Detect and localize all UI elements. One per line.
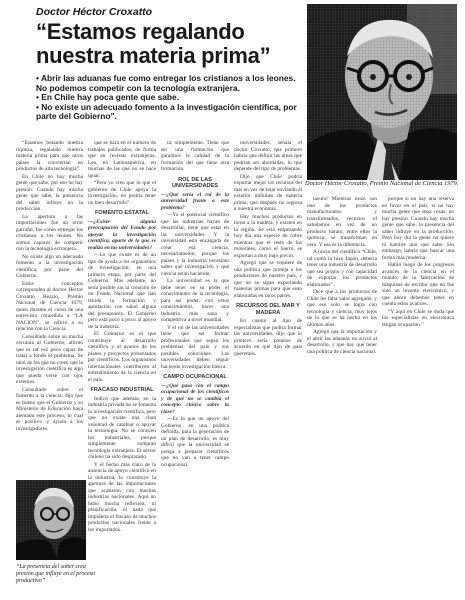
paragraph: porque si no hay una reserva en favor en el país, si no hay mucha gente que sepa cosas, no hay presión. Cuando hay mucha gente que sabe, la presencia del saber influye en la producción. Pero hoy día la gente no quiere ni hambre uno que sabe. Sin embargo, habría que buscar una forma más moderna. [382,196,454,261]
lead-bullet: • Abrir las aduanas fue como entregar los cristianos a los leones. No podemos competir con la tecnología extranjera. [36,73,296,93]
lead-bullet: • No existe un adecuado fomento a la investigación científica, por parte del Gobierno”. [36,101,297,122]
paragraph: Agregó que la importación y el abrir las aduanas no sirvió al desarrollo, y que hay que tener una política de ciencia nacional. [307,329,377,355]
interview-question: —¿Qué pasa con el campo ocupacional de los científicos y de qué no se cambia el concepto clásico sobre la clase? [161,382,229,415]
section-heading: FOMENTO ESTATAL [95,210,149,216]
lead-bullet: • En Chile hay poca gente que sabe. [36,92,180,103]
inset-photo [16,480,86,560]
paragraph: Y el hecho más claro de la ausencia de apoyo científico en la industria, lo constituye la apertura de las importaciones que acabaron con muchas industrias nacionales. Aquí no hubo mucha reflexión, ni planificación, ni nada que impidiera el fracaso de muchos productos nacionales frente a los importados. [88,461,156,533]
paragraph: En Chile no hay mucha gente que sabe; por eso no hay presión. Cuando hay mucha gente que sabe, la presencia del saber influye en la producción. [16,173,83,212]
paragraph: A juicio del científico “Chile, tal como lo hizo Japón, debería tener una industria de desarrollo que sea propio y con capacidad de exportar los productos elaborados”. [307,249,377,288]
paragraph: “Estamos botando nuestra riqueza, regalando nuestra materia prima para que otros paises la conviertan en productos de alta tecnología”. [16,140,83,172]
text-column-3 [161,140,229,469]
paragraph: “Y aquí en Chile se duda que los especialistas en electrónica tengan ocupación.” [382,308,454,328]
article-headline: “Estamos regalando nuestra materia prima” [36,19,271,68]
text-column-6 [382,196,454,329]
paragraph: Habló luego de los progresos avances de la ciencia en el mundo, de la fabricación de máquinas de escribir que no fue sino un invento electrónico, y que ahora debemos tener en cuenta estos avances. [382,262,454,307]
interview-question: —¿Qué sería el rol de la universidad frente a este problema? [161,191,229,211]
paragraph: Dice que a los productos de Chile les falta valor agregado, y que eso solo se logra con tecnología y ciencia, muy lejos de lo que se ha hecho en los últimos años. [307,289,377,328]
portrait-photo [307,4,457,180]
section-heading: RECURSOS DEL MAR Y MADERA [236,303,300,316]
interview-question: —¿Existe alguna preocupación del Estado por apoyar la investigación científica, aparte de lo que se realiza en las universidades? [88,218,156,251]
section-heading: CAMPO OCUPACIONAL [163,374,227,380]
paragraph: —Es lo que un apoyo del Gobierno, en una política definida, para la generación de un plan de desarrollo, es muy difícil que la universidad se ponga a preparar científicos que no van a tener campo ocupacional. [161,416,229,468]
article-lead-bullets [36,74,298,122]
paragraph: Hay muchos productos en torno a la madera, y existen en la región. Se está empezando hoy día una especie de cobre mientras que el resto de los minerales, como el hierro, se exportan a muy bajo precio. [234,213,302,259]
paragraph: Consultado sobre su mucha cercanía al Gobierno, afirmó que es tal vez poco capaz de tratar a fondo el problema. Se unió de los que no creen que la investigación científica es algo que pueda verse con ojos externos. [16,333,83,385]
paragraph: Agregó que se requiere de una política que proteja a los productores de nuestro país, y que no se sigan exportando materias primas para que sean elaboradas en otros países. [234,260,302,299]
paragraph: ta; simplemente. Tiene que ser una formación que garantice la calidad de la formación del que tiene otra formación. [161,140,229,172]
paragraph: —Yo el potencial científico que las industrias hayan de desarrollar, tiene que estar en las universidades. Y la universidad está encargada de crear esa ciencia, necesariamente; porque los países y la industria necesitan saber qué investigación y qué ciencia están haciendo. [161,212,229,277]
paragraph: “Pero yo creo que lo que el gobierno de Chile apoya la investigación, no podría tener un bien desarrollo”. [88,180,156,206]
paragraph: En cuanto al tipo de especialistas que podría formar las universidades, dijo que lo primero sería ponerse de acuerdo en qué tipo de país queremos. [234,318,302,357]
paragraph: La universidad es la que debe tener en su poder el conocimiento de la tecnología, para así poder, con estos conocimientos, hacer una industria más sana y competitiva a nivel mundial. [161,278,229,323]
paragraph: universidades, señala el doctor Croxatto, que primero habría que definir las áreas que podrían ser abordadas, lo que depende del tipo de problemas. [234,140,302,172]
article-byline: Doctor Héctor Croxatto [36,6,153,18]
portrait-caption: Doctor Héctor Croxatto, Premio Nacional de Ciencia 1979. [305,180,459,187]
inset-caption: “La presencia del saber crea presión que influye en el proceso productivo” [16,564,96,584]
section-heading: FRACASO INDUSTRIAL [90,387,154,393]
paragraph: Y el rol de las universidades tiene que ser formar profesionales que sepan los problemas del país y sus posibles soluciones. Las universidades deben seguir haciendo investigación básica. [161,324,229,370]
paragraph: taculo! Mientras estos son uno de los productos manufacturados y transformados, recursos el saludamos en vez de un producto barato, entre ellos la química, se transforman en cero. Y esa es la diferencia. [307,196,377,248]
paragraph: Estos conceptos corresponden al doctor Héctor Croxatto Rezzio, Premio Nacional de Ciencia 1979, quien durante el curso de una entrevista concedida a “LA NACION”, se refirió a su relación con la Ciencia. [16,280,83,332]
text-column-1 [16,140,83,433]
text-column-5 [307,196,377,356]
paragraph: La apertura a las importaciones fue un error garrafal, fue como entregar los cristianos a los leones. No somos capaces de competir con la tecnología extranjera. [16,213,83,252]
paragraph: Dijo que Chile podría exportar mejor los recursos del mar en vez de estar enviando al exterior millones de materia prima, que después no regresa a nuestra economía. [234,173,302,212]
paragraph: Indicó que además, en la industria privada no se fomenta la investigación científica, pero que no existe una clara voluntad de cambiar o apoyar la tecnología. No se conocen los industriales, porque simplemente compran tecnología extranjera. El sector chileno ha sido desplazado. [88,395,156,460]
paragraph: No existe algo un adecuado fomento a la investigación científica, por parte del Gobierno. [16,253,83,279]
paragraph: Consultado sobre el fomento a la ciencia, dijo que es bueno que el Gobierno y su Ministerio de Educación haya alentado este proceso, lo cual es positivo y ayuda a los investigadores. [16,386,83,432]
text-column-2 [88,140,156,534]
portrait-illustration [307,4,457,180]
inset-portrait-illustration [16,480,86,560]
paragraph: El Gobierno es el que contribuye al desarrollo científico y al avance de los planes y proyectos presentados por científicos. Los organismos internacionales contribuyen al entendimiento de la ciencia en el país. [88,331,156,383]
paragraph: que se hará en el número de trabajos publicados, de forma que en revistas extranjeras. Leo, en Latinoamérica, en muchas de las que no se hace igual. [88,140,156,179]
section-heading: ROL DE LAS UNIVERSIDADES [171,176,218,189]
paragraph: —Lo que existe es de un tipo de ayuda a los organismos de investigación; en una primera etapa, por parte del Gobierno. Más adelante, no sería posible sin la creación de un Fondo Nacional que han tenido la formación y aportación con salud alguna del presupuesto. El Gobierno pero está poco a poco al apoyo de la industria. [88,252,156,330]
text-column-4 [234,140,302,358]
